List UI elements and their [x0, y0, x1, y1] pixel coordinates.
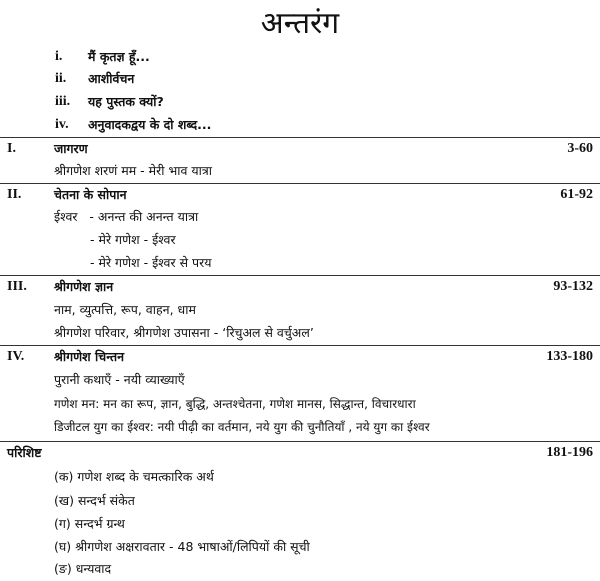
section-number: III.	[7, 279, 27, 294]
section-pages: 93-132	[553, 279, 593, 294]
section-title: चेतना के सोपान	[54, 187, 127, 202]
section-number: II.	[7, 187, 22, 202]
section-heading	[0, 183, 600, 207]
appendix-item-text: (क) गणेश शब्द के चमत्कारिक अर्थ	[54, 469, 214, 484]
section-line	[0, 392, 600, 416]
appendix-heading	[0, 441, 600, 465]
appendix-item	[0, 489, 600, 513]
appendix-item	[0, 512, 600, 536]
section-number: I.	[7, 141, 16, 156]
section-line	[0, 228, 600, 252]
section-line	[0, 251, 600, 275]
appendix-title: परिशिष्ट	[7, 445, 42, 460]
appendix-item-text: (ग) सन्दर्भ ग्रन्थ	[54, 516, 125, 531]
section-line	[0, 321, 600, 345]
section-line-text: नाम, व्युत्पत्ति, रूप, वाहन, धाम	[54, 302, 196, 317]
section-line	[0, 415, 600, 439]
section-heading	[0, 275, 600, 299]
section-heading	[0, 345, 600, 369]
section-line-text: श्रीगणेश परिवार, श्रीगणेश उपासना - ‘रिचुअल से वर्चुअल’	[54, 325, 314, 340]
appendix-item-text: (घ) श्रीगणेश अक्षरावतार - 48 भाषाओं/लिपियों की सूची	[54, 539, 310, 554]
section-title: श्रीगणेश चिन्तन	[54, 349, 125, 364]
front-item	[0, 90, 600, 114]
front-item-number: iv.	[55, 117, 69, 132]
section-line	[0, 368, 600, 392]
section-line	[0, 159, 600, 183]
front-item	[0, 45, 600, 69]
section-line-text: - मेरे गणेश - ईश्वर से परय	[90, 255, 212, 270]
section-title: जागरण	[54, 141, 88, 156]
section-line-text: श्रीगणेश शरणं मम - मेरी भाव यात्रा	[54, 163, 213, 178]
appendix-pages: 181-196	[546, 445, 593, 460]
section-number: IV.	[7, 349, 25, 364]
front-item-number: iii.	[55, 94, 71, 109]
appendix-item-text: (ख) सन्दर्भ संकेत	[54, 493, 135, 508]
section-line-text: - मेरे गणेश - ईश्वर	[90, 232, 176, 247]
section-title: श्रीगणेश ज्ञान	[54, 279, 114, 294]
section-line-text: डिजीटल युग का ईश्वर: नयी पीढ़ी का वर्तमान, नये युग की चुनौतियाँ , नये युग का ईश्वर	[54, 420, 430, 434]
front-item-number: i.	[55, 49, 63, 64]
section-line	[0, 298, 600, 322]
appendix-item	[0, 535, 600, 559]
front-item-text: मैं कृतज्ञ हूँ...	[88, 49, 150, 64]
section-line	[0, 205, 600, 229]
appendix-item	[0, 557, 600, 581]
front-item	[0, 67, 600, 91]
front-item-text: आशीर्वचन	[88, 71, 135, 86]
section-pages: 61-92	[560, 187, 593, 202]
front-item	[0, 113, 600, 137]
section-line-text: ईश्वर - अनन्त की अनन्त यात्रा	[54, 209, 199, 224]
section-line-text: पुरानी कथाएँ - नयी व्याख्याएँ	[54, 372, 185, 387]
appendix-item	[0, 465, 600, 489]
section-line-text: गणेश मन: मन का रूप, ज्ञान, बुद्धि, अन्तश्चेतना, गणेश मानस, सिद्धान्त, विचारधारा	[54, 397, 416, 411]
section-pages: 3-60	[567, 141, 593, 156]
front-item-text: यह पुस्तक क्यों?	[88, 94, 164, 109]
section-heading	[0, 137, 600, 161]
appendix-item-text: (ङ) धन्यवाद	[54, 561, 112, 576]
front-item-text: अनुवादकद्वय के दो शब्द...	[88, 117, 212, 132]
page-title: अन्तरंग	[260, 6, 340, 41]
front-item-number: ii.	[55, 71, 67, 86]
section-pages: 133-180	[546, 349, 593, 364]
